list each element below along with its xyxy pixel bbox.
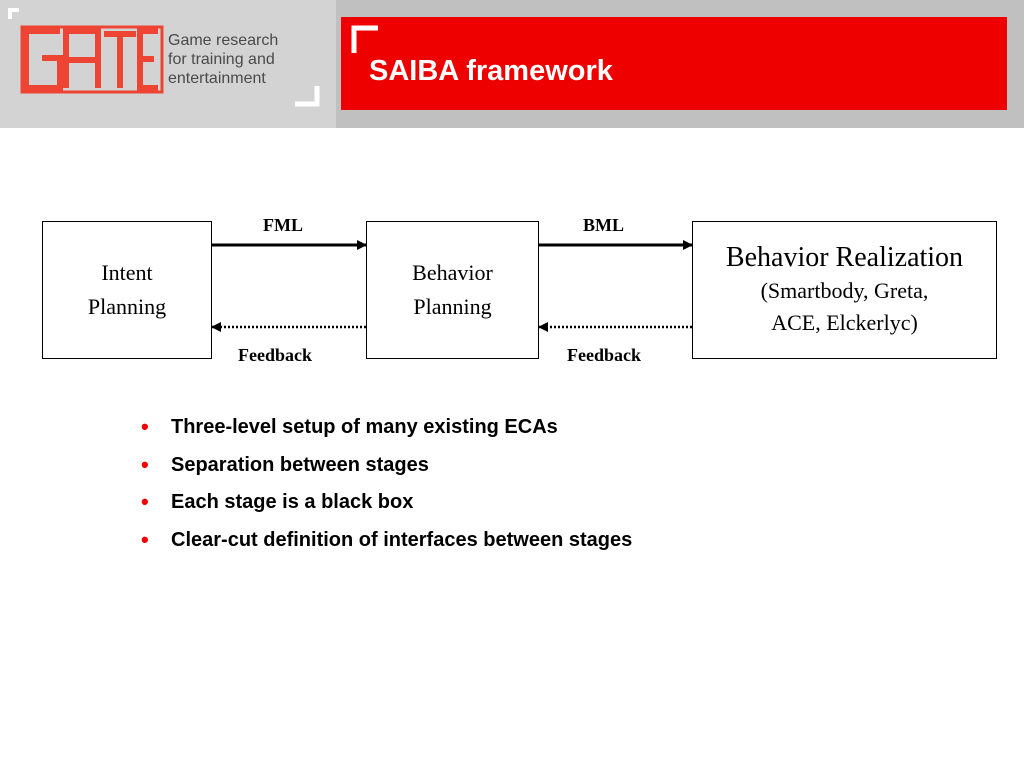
slide-title: SAIBA framework	[369, 55, 613, 87]
node-behavior-planning-label: Behavior Planning	[412, 260, 493, 319]
node-behavior-realization-sublabel: (Smartbody, Greta, ACE, Elckerlyc)	[760, 278, 929, 335]
node-behavior-planning	[366, 221, 539, 359]
node-intent-planning-label: Intent Planning	[87, 260, 167, 319]
node-behavior-realization-label: Behavior Realization	[725, 242, 964, 273]
bullet-list	[140, 410, 632, 560]
bullet-marker: •	[141, 414, 149, 439]
edge-label-feedback-1: Feedback	[238, 345, 312, 365]
edge-label-bml: BML	[583, 215, 625, 235]
bullet-marker: •	[141, 489, 149, 514]
logo-tagline: Game research for training and entertainment	[168, 32, 279, 87]
edge-label-feedback-2: Feedback	[567, 345, 641, 365]
bullet-item	[140, 448, 632, 486]
bullet-marker: •	[141, 526, 149, 552]
node-intent-planning	[42, 221, 212, 359]
bullet-text: Three-level setup of many existing ECAs	[171, 416, 558, 438]
node-behavior-realization	[692, 221, 997, 359]
edge-label-fml: FML	[263, 215, 303, 235]
bullet-marker: •	[141, 451, 149, 477]
bullet-item	[140, 485, 632, 523]
bullet-item	[140, 523, 632, 561]
bullet-item	[140, 410, 632, 448]
bullet-text: Separation between stages	[171, 453, 429, 476]
bullet-text: Clear-cut definition of interfaces between stages	[171, 528, 633, 551]
bullet-text: Each stage is a black box	[171, 491, 414, 513]
